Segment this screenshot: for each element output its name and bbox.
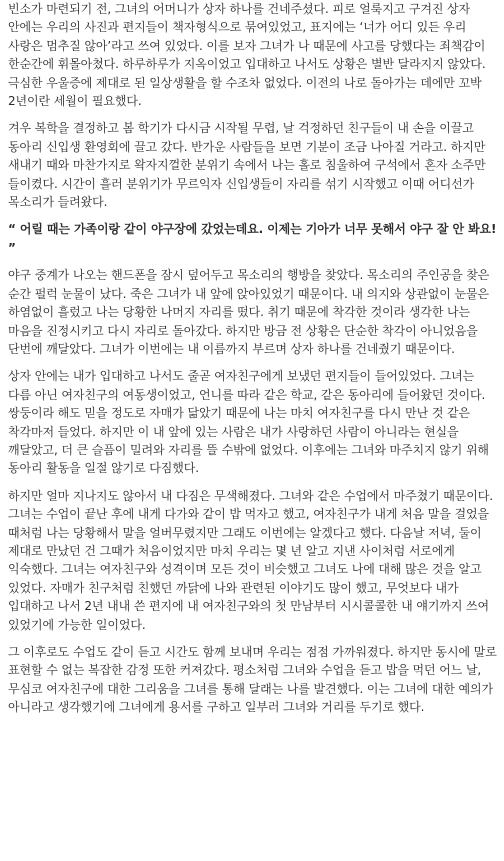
paragraph-letters-in-box: 상자 안에는 내가 입대하고 나서도 줄곧 여자친구에게 보냈던 편지들이 들어있었다. 그녀는 다름 아닌 여자친구의 여동생이었고, 언니를 따라 같은 학교, 같은 동아리에 들어왔던 것이다. 쌍둥이라 해도 믿을 정도로 자매가 닮았기 때문에 나는 마치 여자친구를 다시 만난 것 같은 착각마저 들었다. 하지만 이 내 앞에 있는 사람은 내가 사랑하던 사람이 아니라는 현실을 깨달았고, 더 큰 슬픔이 밀려와 자리를 뜰 수밖에 없었다. 이후에는 그녀와 마주치지 않기 위해 동아리 활동을 일절 않기로 다짐했다. — [8, 369, 489, 476]
quote-baseball: “ 어릴 때는 가족이랑 같이 야구장에 갔었는데요. 이제는 기아가 너무 못해서 야구 잘 안 봐요! ” — [8, 222, 497, 255]
paragraph-growing-closer: 그 이후로도 수업도 같이 듣고 시간도 함께 보내며 우리는 점점 가까워졌다. 하지만 동시에 말로 표현할 수 없는 복잡한 감정 또한 커져갔다. 평소처럼 그녀와 수업을 듣고 밥을 먹던 어느 날, 무심코 여자친구에 대한 그리움을 그녀를 통해 달래는 나를 발견했다. 이는 그녀에 대한 예의가 아니라고 생각했기에 그녀에게 용서를 구하고 일부러 그녀와 거리를 두기로 했다. — [8, 645, 497, 715]
paragraph-return-to-school: 겨우 복학을 결정하고 봄 학기가 다시금 시작될 무렵, 날 걱정하던 친구들이 내 손을 이끌고 동아리 신입생 환영회에 끌고 갔다. 반가운 사람들을 보면 기분이 조금 나아질 거라고. 하지만 새내기 때와 마찬가지로 왁자지껄한 분위기 속에서 나는 홀로 침울하여 구석에서 혼자 소주만 들이켰다. 시간이 흘러 분위기가 무르익자 신입생들이 자리를 섞기 시작했고 이때 어디선가 목소리가 들려왔다. — [8, 121, 486, 210]
paragraph-same-class: 하지만 얼마 지나지도 않아서 내 다짐은 무색해졌다. 그녀와 같은 수업에서 마주쳤기 때문이다. 그녀는 수업이 끝난 후에 내게 다가와 같이 밥 먹자고 했고, 여자친구가 내게 처음 말을 걸었을 때처럼 나는 당황해서 말을 얼버무렸지만 그래도 이번에는 알겠다고 했다. 다음날 저녁, 둘이 제대로 만났던 건 그때가 처음이었지만 마치 우리는 몇 년 알고 지낸 사이처럼 서로에게 익숙했다. 그녀는 여자친구와 성격이며 모든 것이 비슷했고 그녀도 나에 대해 많은 것을 알고 있었다. 자매가 친구처럼 친했던 까닭에 나와 관련된 이야기도 많이 했고, 무엇보다 내가 입대하고 나서 2년 내내 쓴 편지에 내 여자친구와의 첫 만남부터 시시콜콜한 내 얘기까지 쓰여 있었기에 가능한 일이었다. — [8, 488, 493, 632]
paragraph-funeral-box: 빈소가 마련되기 전, 그녀의 어머니가 상자 하나를 건네주셨다. 피로 얼룩지고 구겨진 상자 안에는 우리의 사진과 편지들이 책자형식으로 묶여있었고, 표지에는 ‘너가 어디 있든 우리 사랑은 멈추질 않아’라고 쓰여 있었다. 이를 보자 그녀가 나 때문에 사고를 당했다는 죄책감이 한순간에 휘몰아쳤다. 하루하루가 지옥이었고 입대하고 나서도 상황은 별반 달라지지 않았다. 극심한 우울증에 제대로 된 일상생활을 할 수조차 없었다. 이전의 나로 돌아가는 데에만 꼬박 2년이란 세월이 필요했다. — [8, 2, 486, 109]
paragraph-voice-owner: 야구 중계가 나오는 핸드폰을 잠시 덮어두고 목소리의 행방을 찾았다. 목소리의 주인공을 찾은 순간 펄럭 눈물이 났다. 죽은 그녀가 내 앞에 앉아있었기 때문이다. 내 의지와 상관없이 눈물은 하염없이 흘렀고 나는 당황한 나머지 자리를 떴다. 취기 때문에 착각한 것이라 생각한 나는 마음을 진정시키고 다시 자리로 돌아갔다. 하지만 방금 전 상황은 단순한 착각이 아니었음을 단번에 깨달았다. 그녀가 이번에는 내 이름까지 부르며 상자 하나를 건네줬기 때문이다. — [8, 268, 490, 356]
